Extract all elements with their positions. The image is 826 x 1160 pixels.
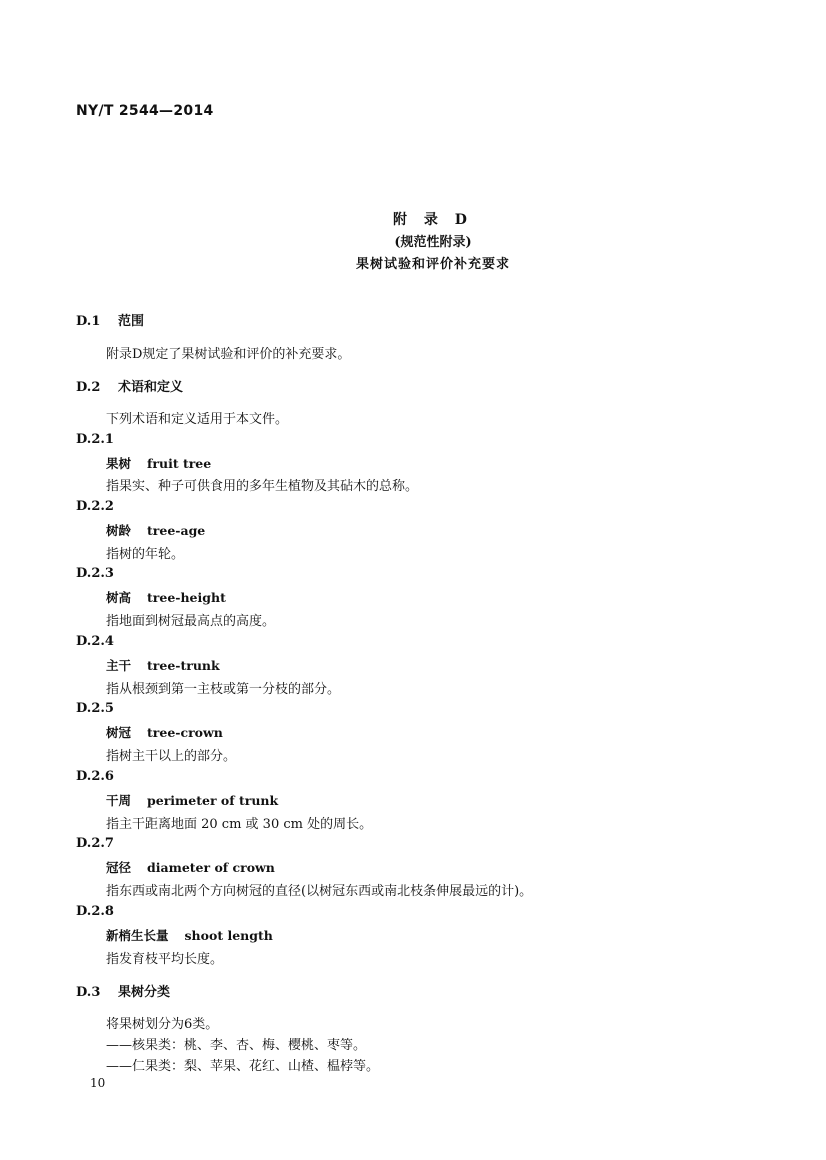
section-title: 果树分类 xyxy=(118,985,171,1000)
section-title: 范围 xyxy=(118,314,145,329)
section-number: D.3 xyxy=(76,985,101,1000)
term-zh: 果树 xyxy=(106,456,132,471)
term-heading xyxy=(106,454,211,472)
term-heading xyxy=(106,588,226,606)
term-heading xyxy=(106,656,220,674)
paragraph: 将果树划分为6类。 xyxy=(106,1017,219,1032)
term-definition: 指地面到树冠最高点的高度。 xyxy=(106,614,276,629)
term-en: tree-age xyxy=(147,523,206,538)
appendix-type: (规范性附录) xyxy=(394,235,472,250)
term-zh: 新梢生长量 xyxy=(106,928,169,943)
term-en: diameter of crown xyxy=(147,860,275,875)
term-zh: 树冠 xyxy=(106,725,132,740)
standard-number: NY/T 2544—2014 xyxy=(76,103,214,119)
term-heading xyxy=(106,791,278,809)
term-heading xyxy=(106,858,275,876)
term-number: D.2.2 xyxy=(76,499,114,514)
term-number: D.2.4 xyxy=(76,634,114,649)
term-definition: 指果实、种子可供食用的多年生植物及其砧木的总称。 xyxy=(106,479,419,494)
term-definition: 指东西或南北两个方向树冠的直径(以树冠东西或南北枝条伸展最远的计)。 xyxy=(106,884,533,899)
term-number: D.2.6 xyxy=(76,769,114,784)
list-item: ——核果类：桃、李、杏、梅、樱桃、枣等。 xyxy=(106,1038,367,1053)
term-number: D.2.1 xyxy=(76,432,114,447)
appendix-title: 附 录 D xyxy=(393,212,473,228)
section-heading xyxy=(76,376,183,395)
term-definition: 指树的年轮。 xyxy=(106,547,185,562)
term-number: D.2.3 xyxy=(76,566,114,581)
term-zh: 树高 xyxy=(106,590,132,605)
term-zh: 主干 xyxy=(106,658,132,673)
term-number: D.2.7 xyxy=(76,836,114,851)
term-heading xyxy=(106,926,273,944)
appendix-name: 果树试验和评价补充要求 xyxy=(355,257,510,272)
term-heading xyxy=(106,521,205,539)
term-en: perimeter of trunk xyxy=(147,793,279,808)
term-en: tree-crown xyxy=(147,725,223,740)
section-number: D.2 xyxy=(76,380,101,395)
term-definition: 指主干距离地面 20 cm 或 30 cm 处的周长。 xyxy=(106,817,373,832)
list-item: ——仁果类：梨、苹果、花红、山楂、榅桲等。 xyxy=(106,1059,380,1074)
term-zh: 冠径 xyxy=(106,860,132,875)
section-heading xyxy=(76,310,144,329)
term-en: fruit tree xyxy=(147,456,212,471)
term-definition: 指从根颈到第一主枝或第一分枝的部分。 xyxy=(106,682,341,697)
paragraph: 附录D规定了果树试验和评价的补充要求。 xyxy=(106,347,351,362)
term-zh: 干周 xyxy=(106,793,132,808)
paragraph: 下列术语和定义适用于本文件。 xyxy=(106,412,289,427)
term-definition: 指树主干以上的部分。 xyxy=(106,749,237,764)
term-zh: 树龄 xyxy=(106,523,132,538)
term-number: D.2.8 xyxy=(76,904,114,919)
term-heading xyxy=(106,723,223,741)
term-en: shoot length xyxy=(184,928,273,943)
term-en: tree-trunk xyxy=(147,658,220,673)
term-en: tree-height xyxy=(147,590,226,605)
section-title: 术语和定义 xyxy=(118,380,184,395)
term-number: D.2.5 xyxy=(76,701,114,716)
section-number: D.1 xyxy=(76,314,101,329)
term-definition: 指发育枝平均长度。 xyxy=(106,952,224,967)
page-number: 10 xyxy=(90,1076,106,1090)
section-heading xyxy=(76,981,170,1000)
